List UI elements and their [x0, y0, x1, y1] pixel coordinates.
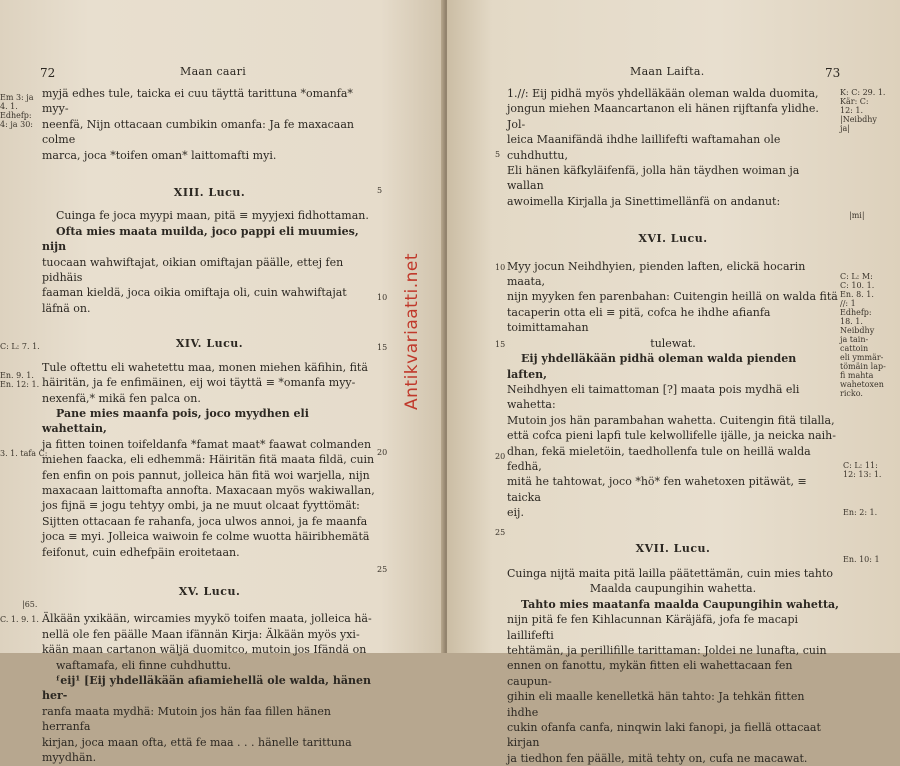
right-text-column — [507, 86, 839, 766]
text-line: tulewat. — [650, 336, 696, 350]
running-header: Maan caari — [180, 65, 247, 78]
text-line: Älkään yxikään, wircamies myykö toifen maata, jolleica hä- — [42, 612, 372, 626]
margin-reference: C. 1. 9. 1. — [0, 615, 39, 624]
margin-reference: En. 10: 1 — [843, 555, 880, 564]
text-line: myjä edhes tule, taicka ei cuu täyttä tarittuna *omanfa* myy- — [42, 87, 353, 116]
text-line: Pane mies maanfa pois, joco myydhen eli wahettain, — [42, 406, 309, 436]
watermark-text: Antikvariaatti.net — [402, 252, 422, 410]
line-number: 5 — [495, 150, 501, 159]
text-line: häiritän, ja fe enfimäinen, eij woi täyttä ≡ *omanfa myy- — [42, 376, 356, 390]
text-line: Eij yhdelläkään pidhä oleman walda pienden laften, — [507, 352, 797, 381]
text-line: marca, joca *toifen oman* laittomafti myi. — [42, 148, 277, 162]
text-line: kään maan cartanon wäljä duomitco, mutoin jos Ifändä on — [42, 643, 367, 657]
text-line: kirjan, joca maan ofta, että fe maa . . . hänelle tarittuna myydhän. — [42, 735, 352, 765]
text-line: Mutoin jos hän parambahan wahetta. Cuitengin fitä tilalla, — [507, 413, 835, 427]
text-line: maxacaan laittomafta annofta. Maxacaan myös wakiwallan, — [42, 483, 375, 497]
text-line: jongun miehen Maancartanon eli hänen rijftanfa ylidhe. Jol- — [507, 102, 819, 131]
left-text-column — [42, 86, 377, 765]
text-line: leica Maanifändä ihdhe laillifefti waftamahan ole cuhdhuttu, — [507, 133, 781, 162]
text-line: ranfa maata mydhä: Mutoin jos hän faa fillen hänen herranfa — [42, 704, 331, 734]
line-number: 15 — [495, 340, 506, 349]
text-line: nijn myyken fen parenbahan: Cuitengin heillä on walda fitä — [507, 290, 838, 304]
text-line: neenfä, Nijn ottacaan cumbikin omanfa: Ja fe maxacaan colme — [42, 117, 355, 147]
line-number: 10 — [495, 263, 506, 272]
margin-reference: K: C: 29. 1. Kär: C: 12: 1. |Neibdhy ja| — [840, 88, 886, 133]
margin-reference: C: L: 7. 1. — [0, 342, 40, 351]
running-header: Maan Laifta. — [630, 65, 705, 78]
margin-reference: En. 9. 1. En. 12: 1. — [0, 371, 40, 389]
text-line: tehtämän, ja perillifille tarittaman: Joldei ne lunafta, cuin — [507, 644, 827, 657]
left-page — [0, 0, 447, 765]
chapter-summary: Tule oftettu eli wahetettu maa, monen miehen käfihin, fitä — [42, 360, 368, 374]
chapter-summary: Myy jocun Neihdhyien, pienden laften, elickä hocarin maata, — [507, 259, 806, 289]
text-line: joca ≡ myi. Jolleica waiwoin fe colme wuotta häiribhemätä — [42, 530, 370, 544]
text-line: Ofta mies maata muilda, joco pappi eli muumies, nijn — [42, 224, 359, 254]
text-line: Eli hänen käfkyläifenfä, jolla hän täydhen woiman ja wallan — [507, 164, 800, 193]
text-line: ᶠeij¹ [Eij yhdelläkään afiamiehellä ole walda, hänen her- — [42, 674, 371, 703]
chapter-heading: XVII. Lucu. — [635, 541, 711, 555]
text-line: tuocaan wahwiftajat, oikian omiftajan päälle, ettej fen pidhäis — [42, 255, 344, 285]
chapter-heading: XVI. Lucu. — [638, 232, 708, 246]
text-line: nexenfä,* mikä fen palca on. — [42, 391, 201, 405]
line-number: 25 — [377, 565, 388, 574]
page-number: 73 — [825, 66, 841, 80]
text-line: faaman kieldä, joca oikia omiftaja oli, cuin wahwiftajat läfnä on. — [42, 286, 347, 315]
text-line: Tahto mies maatanfa maalda Caupungihin wahetta, — [521, 597, 840, 611]
line-number: 15 — [377, 343, 388, 352]
line-number: 20 — [495, 452, 506, 461]
text-line: awoimella Kirjalla ja Sinettimellänfä on andanut: — [507, 194, 781, 208]
text-line: Sijtten ottacaan fe rahanfa, joca ulwos annoi, ja fe maanfa — [42, 514, 368, 528]
margin-reference: Em 3: ja 4. 1. Edhefp: 4: ja 30: — [0, 93, 34, 129]
margin-reference: C: L: M: C: 10. 1. En. 8. 1. //: 1 Edhefp: 18. 1. Neibdhy ja tain- cattoin eli ymmär- tömäin lap- fi mahta wahetoxen ricko. — [840, 272, 886, 398]
text-line: ennen on fanottu, mykän fitten eli wahettacaan fen caupun- — [507, 659, 793, 688]
chapter-summary: Cuinga fe joca myypi maan, pitä ≡ myyjexi fidhottaman. — [56, 209, 369, 223]
text-line: jos fijnä ≡ jogu tehtyy ombi, ja ne muut olcaat fyyttömät: — [42, 499, 360, 513]
text-line: tacaperin otta eli ≡ pitä, cofca he ihdhe afianfa toimittamahan — [507, 305, 771, 335]
text-line: Neihdhyen eli taimattoman [?] maata pois mydhä eli wahetta: — [507, 382, 800, 412]
text-line: eij. — [507, 506, 524, 520]
text-line: fen enfin on pois pannut, jolleica hän fitä woi warjella, nijn — [42, 468, 370, 482]
chapter-summary: Cuinga nijtä maita pitä lailla päätettämän, cuin mies tahto — [507, 566, 833, 580]
line-number: 5 — [377, 186, 383, 195]
text-line: gihin eli maalle kenelletkä hän tahto: Ja tehkän fitten ihdhe — [507, 690, 805, 719]
margin-reference: En: 2: 1. — [843, 508, 878, 517]
line-number: 25 — [495, 528, 506, 537]
text-line: dhan, fekä mieletöin, taedhollenfa tule on heillä walda fedhä, — [507, 444, 811, 473]
page-number: 72 — [40, 66, 56, 80]
margin-reference: |65. — [22, 600, 38, 609]
chapter-heading: XIII. Lucu. — [173, 186, 246, 200]
right-page — [447, 0, 900, 765]
line-number: 20 — [377, 448, 388, 457]
text-line: että cofca pieni lapfi tule kelwollifelle ijälle, ja neicka naih- — [507, 429, 836, 443]
chapter-heading: XV. Lucu. — [178, 584, 241, 598]
text-line: nijn pitä fe fen Kihlacunnan Käräjäfä, jofa fe macapi laillifefti — [507, 613, 799, 642]
text-line: mitä he tahtowat, joco *hö* fen wahetoxen pitäwät, ≡ taicka — [507, 475, 807, 504]
line-number: 10 — [377, 293, 388, 302]
text-line: waftamafa, eli finne cuhdhuttu. — [56, 658, 232, 672]
margin-reference: 3. 1. tafa C: — [0, 449, 48, 458]
text-line: Maalda caupungihin wahetta. — [589, 582, 757, 596]
margin-reference: |mi| — [849, 211, 865, 220]
text-line: miehen faacka, eli edhemmä: Häiritän fitä maata fildä, cuin — [42, 453, 375, 467]
text-line: feifonut, cuin edhefpäin eroitetaan. — [42, 545, 240, 559]
text-line: cukin ofanfa canfa, ninqwin laki fanopi, ja fiellä ottacaat kirjan — [507, 721, 821, 750]
text-line: 1.//: Eij pidhä myös yhdelläkään oleman walda duomita, — [507, 87, 819, 100]
text-line: nellä ole fen päälle Maan ifännän Kirja: Älkään myös yxi- — [42, 627, 360, 641]
text-line: ja tiedhon fen päälle, mitä tehty on, cufa ne macawat. — [507, 751, 808, 765]
margin-reference: C: L: 11: 12: 13: 1. — [843, 461, 882, 479]
text-line: ja fitten toinen toifeldanfa *famat maat* faawat colmanden — [42, 437, 372, 451]
chapter-heading: XIV. Lucu. — [175, 337, 244, 351]
